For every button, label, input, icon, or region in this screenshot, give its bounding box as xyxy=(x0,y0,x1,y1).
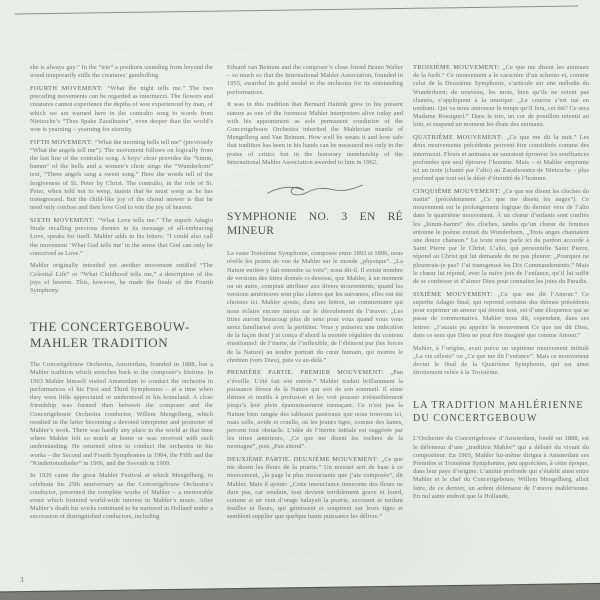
para-fourth-movement xyxy=(30,85,213,134)
section-heading-symphonie-no3: SYMPHONIE NO. 3 EN RÉ MINEUR xyxy=(227,211,403,238)
ornament-container xyxy=(227,181,403,204)
column-right-french xyxy=(413,64,589,505)
calligraphic-flourish-icon xyxy=(263,181,367,201)
page-number: 3 xyxy=(20,576,24,584)
fourth-movement-text: “What the night tells me.” The two preceding movements can be regarded as intermezzi. The flowers and creatures cannot experience the depths of woe experienced by man, of which we are warned here in the contralto song to words from Nietzsche’s “Thus Spake Zarathustra”, even deeper than the world’s woe is yearning – yearning for eternity. xyxy=(30,84,213,133)
quatrieme-mouvement-heading: QUATRIÈME MOUVEMENT: xyxy=(413,134,507,142)
column-left-english xyxy=(30,64,213,526)
para-sixth-movement xyxy=(30,217,213,258)
page-bottom-edge-line xyxy=(0,580,600,600)
section-heading-tradition-mahlerienne xyxy=(413,399,589,425)
para-van-beinum-walter: Eduard van Beinum and the composer’s close friend Bruno Walter – so much so that the International Mahler Association, founded in 1955, awarded its gold medal to the orchestra for its outstanding performances. xyxy=(227,64,403,96)
troisieme-mouvement-text: „Ce que me disent les animaux de la forêt.” Ce mouvement a le caractère d’un scherzo et, comme celui de la Deuxième Symphonie, s’articule sur une mélodie du Wunderhorn; de nouveau, les mots, bien qu’ils ne soient pas chantés, s’appliquent à la musique: „Le coucou s’est tué en tombant. Qui va nous annoncer le temps qu’il fera, cet été? Ce sera Madame Rossignol.” Dans le trio, un cor de postillon retentit au loin, et suspend un moment les ébats des animaux. xyxy=(413,64,589,129)
para-symphony-overview-fr: La vaste Troisième Symphonie, composée entre 1893 et 1896, nous révèle les points de vue de Mahler sur le monde „physique”. „La Nature entière y fait entendre sa voix”, nous dit-il. Il existe nombre de versions des titres donnés ci-dessous, que Mahler, à un moment ou un autre, comptait attribuer aux divers mouvements; quand les versions antérieures sont plus claires que les suivantes, elles ont été choisies ici. Mahler ajoute, dans ses lettres, un commentaire qui nous éclaire encore mieux sur le déroulement de l’œuvre: „Les titres auront beaucoup plus de sens pour vous quand vous vous serez familiarisé avec la partition. Vous y puiserez une indication de la façon dont j’ai conçu d’abord la montée régulière du contenu émotionnel: de l’inerte, de l’inflexible, de l’élément pur (les forces de la Nature) au tendre portrait du cœur humain, qui montre le chrétien (vers Dieu), puis va au-delà.” xyxy=(227,250,403,364)
sixth-movement-text: “What Love tells me.” The superb Adagio finale recalling previous themes in its message of all-embracing Love, speaks for itself. Mahler adds in his letters: “I could also call the movement ‘What God tells me’ in the sense that God can only be conceived as Love.” xyxy=(30,216,213,257)
deuxieme-mouvement-text: „Ce que me disent les fleurs de la prairie.” Un menuet sert de base à ce mouvement, „la page la plus insouciante que j’aie composée”, dit Mahler. Mais il ajoute: „Cette insouciance innocente des fleurs ne dure pas, car soudain, tout devient terriblement grave et lourd, comme si un vent d’orage balayait la prairie, secouant et tordant feuilles et fleurs, qui gémissent et soupirent sur leurs tiges et semblent supplier que quelque haute puissance les délivre.” xyxy=(227,456,403,521)
page-top-edge-line xyxy=(0,0,600,18)
premier-mouvement-heading: PREMIÈRE PARTIE. PREMIER MOUVEMENT: xyxy=(227,369,391,377)
para-haitink: It was in this tradition that Bernard Haitink grew to his present stature as one of the foremost Mahler interpreters alive today and with his appointment as sole permanent conductor of the Concertgebouw Orchestra inherited the Mahlerian mantle of Mengelberg and Van Beinum. How well he wears it and how safe that tradition has been in his hands can be measured not only in the praise of critics but in the honorary membership of the International Mahler Association awarded to him in 1962. xyxy=(227,101,403,166)
column-middle xyxy=(227,64,403,526)
sixieme-mouvement-text: „Ce que me dit l’Amour.” Ce superbe Adagio final, qui reprend certains des thèmes précédents pour exprimer un amour qui étreint tout, est d’une éloquence qui se passe de commentaires. Mahler nous dit, cependant, dans ses lettres: „J’aurais pu appeler le mouvement Ce que me dit Dieu, dans ce sens que Dieu ne peut être imaginé que comme Amour.” xyxy=(413,290,589,339)
quatrieme-mouvement-text: „Ce que me dit la nuit.” Les deux mouvements précédents peuvent être considérés comme des intermezzi. Fleurs et animaux ne sauraient éprouver les souffrances profondes que seul éprouve l’homme. Mais – et Mahler emprunte ici un texte (chanté par l’alto) au Zarathoustra de Nietzsche – plus profond que tout est le désir d’éternité de l’homme. xyxy=(413,134,589,183)
para-troisieme-mouvement-fr xyxy=(413,64,589,130)
para-fifth-movement xyxy=(30,139,213,213)
deuxieme-mouvement-heading: DEUXIÈME PARTIE. DEUXIÈME MOUVEMENT: xyxy=(227,456,382,464)
premier-mouvement-text: „Pan s’éveille. L’été fait son entrée.” Mahler traduit brillamment la puissance féroce de la Nature qui sort de son sommeil. Il sème thèmes et motifs à profusion et les voit pousser irrésistiblement jusqu’à leur plein épanouissement menaçant. Ce n’est pas la Nature bien rangée des tableaux pastoraux que nous trouvons ici, mais celle, avide et cruelle, où les jeunes tiges, comme des lames, percent tout obstacle. L’idée de l’inertie initiale est suggérée par les titres antérieurs, „Ce que me disent les rochers de la montagne”, puis „Pan attend”. xyxy=(227,369,403,451)
cinquieme-mouvement-heading: CINQUIÈME MOUVEMENT: xyxy=(413,187,503,195)
heading-line-2: MAHLER TRADITION xyxy=(30,335,169,351)
fifth-movement-text: “What the morning bells tell me” (previously “What the angels tell me”). The movement follows on logically from the last line of the contralto song. A boys’ choir provides the “bimm, bamm” of the bells and a women’s choir sings the “Wunderhorn” text, “Three angels sang a sweet song.” Here the words tell of the forgiveness of St. Peter by Christ. The contralto, in the role of St. Peter, when told not to weep, insists that he must weep as he has transgressed. But the child-like joy of the choral answer is that he need only confess and then love God to win the joy of heaven. xyxy=(30,138,213,212)
para-mahler-festival: In 1920 came the great Mahler Festival at which Mengelberg, to celebrate his 25th anniversary as the Concertgebouw Orchestra’s conductor, presented the complete works of Mahler – a memorable event which fostered world-wide interest in Mahler’s music. After Mahler’s death his works continued to be nurtured in Holland under a succession of distinguished conductors, including xyxy=(30,472,213,521)
para-tradition-concertgebouw-fr: L’Orchestre du Concertgebouw d’Amsterdam, fondé en 1888, est le défenseur d’une „tradition Mahler” qui a débuté du vivant du compositeur. En 1903, Mahler lui-même dirigea à Amsterdam ses Première et Troisième Symphonies, peu appréciées, à cette époque, dans leur pays d’origine. L’amitié profonde qui s’établit ainsi entre Mahler et le chef du Concertgebouw, Willem Mengelberg, allait faire, de ce dernier, un ardent défenseur de l’œuvre mahlérienne. En nul autre endroit que la Hollande, xyxy=(413,435,589,500)
para-seventh-movement-note: Mahler originally intended yet another movement entitled “The Celestial Life” or “What Childhood tells me,” a description of the joys of heaven. This, however, he made the finale of the Fourth Symphony. xyxy=(30,262,213,295)
heading-line-1: LA TRADITION MAHLÉRIENNE xyxy=(413,400,584,412)
para-sixieme-mouvement-fr xyxy=(413,291,589,340)
heading-line-1: THE CONCERTGEBOUW- xyxy=(30,319,190,335)
section-heading-concertgebouw-mahler-tradition xyxy=(30,319,213,351)
fourth-movement-heading: FOURTH MOVEMENT: xyxy=(30,84,108,92)
para-trio-posthorn: she is always gay.” In the “trio” a posthorn sounding from beyond the wood temporarily stills the creatures’ gambolling. xyxy=(30,64,213,80)
para-deuxieme-mouvement-fr xyxy=(227,456,403,522)
sixieme-mouvement-heading: SIXIÈME MOUVEMENT: xyxy=(413,290,498,298)
sixth-movement-heading: SIXTH MOVEMENT: xyxy=(30,216,98,224)
para-septieme-mouvement-note-fr: Mahler, à l’origine, avait prévu un septième mouvement intitulé „La vie céleste” ou „Ce que me dit l’enfance”. Mais ce mouvement devint le final de la Quatrième Symphonie, qui est ainsi étroitement reliée à la Troisième. xyxy=(413,344,589,377)
para-cinquieme-mouvement-fr xyxy=(413,188,589,286)
heading-line-2: DU CONCERTGEBOUW xyxy=(413,413,538,425)
para-quatrieme-mouvement-fr xyxy=(413,134,589,183)
fifth-movement-heading: FIFTH MOVEMENT: xyxy=(30,138,95,146)
cinquieme-mouvement-text: „Ce que me disent les cloches du matin” (précédemment „Ce que me disent les anges”). Ce mouvement est le prolongement logique du dernier vers de l’alto dans le quatrième mouvement. À un chœur d’enfants sont confiés les „bimm-bamm” des cloches, tandis qu’un chœur de femmes entonne le poème extrait du Wunderhorn, „Trois anges chantaient une douce chanson.” Le texte nous parle ici du pardon accordé à Saint Pierre par le Christ. L’alto, qui personnifie Saint Pierre, répond au Christ qui lui demande de ne pas pleurer: „Pourquoi ne pleurerais-je pas? J’ai transgressé les Dix Commandements.” Mais le chœur lui répond, avec la naïve joie de l’enfance, qu’il lui suffit de se confesser et d’aimer Dieu pour connaître les joies du Paradis. xyxy=(413,187,589,286)
para-tradition-history: The Concertgebouw Orchestra, Amsterdam, founded in 1888, has a Mahler tradition which stretches back to the composer’s lifetime. In 1903 Mahler himself visited Amsterdam to conduct the orchestra in performances of his First and Third Symphonies – at a time when they were little appreciated or understood in his homeland. A close friendship was formed then between the composer and the Concertgebouw Orchestra conductor, Willem Mengelberg, which resulted in the latter becoming a devoted interpreter and promoter of Mahler’s work. There was hardly any place in the world at that time where Mahler felt so much at home or was received with such understanding. He returned often to conduct the orchestra in his works – the Second and Fourth Symphonies in 1904, the Fifth and the “Kindertotenlieder” in 1906, and the Seventh in 1909. xyxy=(30,361,213,467)
troisieme-mouvement-heading: TROISIÈME MOUVEMENT: xyxy=(413,64,503,71)
para-premier-mouvement-fr xyxy=(227,369,403,451)
